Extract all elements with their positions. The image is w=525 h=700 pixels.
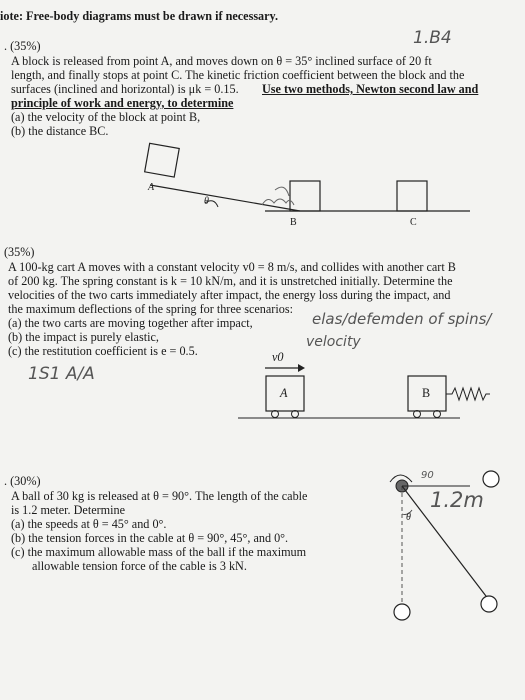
problem1-part-a: (a) the velocity of the block at point B,	[11, 110, 201, 124]
problem2-part-c: (c) the restitution coefficient is e = 0.5.	[8, 344, 198, 358]
problem3-part-c: (c) the maximum allowable mass of the ball if the maximum	[11, 545, 307, 559]
problem1-method-a: Use two methods, Newton second law and	[262, 82, 479, 96]
problem2-line-4: the maximum deflections of the spring for three scenarios:	[8, 302, 293, 316]
problem1-handwritten-number: 1.B4	[413, 28, 452, 48]
problem2-percent: (35%)	[4, 245, 35, 259]
problem3-part-a: (a) the speeds at θ = 45° and 0°.	[11, 517, 167, 531]
problem3-percent: . (30%)	[4, 474, 41, 488]
label-v0: v0	[272, 350, 284, 364]
label-cart-a: A	[280, 386, 288, 400]
problem2-handwritten-note: elas/defemden of spins/	[312, 310, 492, 328]
problem2-part-b: (b) the impact is purely elastic,	[8, 330, 159, 344]
problem1-method-b: principle of work and energy, to determine	[11, 96, 234, 110]
problem2-line-1: A 100-kg cart A moves with a constant velocity v0 = 8 m/s, and collides with another cart B	[8, 260, 456, 274]
problem3-part-b: (b) the tension forces in the cable at θ = 90°, 45°, and 0°.	[11, 531, 289, 545]
ball-start-shape	[483, 471, 499, 487]
problem1-line-3: surfaces (inclined and horizontal) is μk = 0.15.	[11, 82, 239, 96]
problem2-part-a: (a) the two carts are moving together after impact,	[8, 316, 253, 330]
ball-bottom-shape	[394, 604, 410, 620]
problem2-handwritten-mark: 1S1 A/A	[28, 364, 95, 384]
label-point-a: A	[148, 182, 155, 193]
problem2-handwritten-velocity: velocity	[306, 334, 361, 350]
ball-shape	[481, 596, 497, 612]
problem3-handwritten-length: 1.2m	[430, 488, 484, 512]
problem1-part-b: (b) the distance BC.	[11, 124, 109, 138]
label-theta-1: θ	[204, 196, 209, 207]
problem1-line-2: length, and finally stops at point C. The kinetic friction coefficient between the block and the	[11, 68, 465, 82]
problem3-part-c-cont: allowable tension force of the cable is 3 kN.	[32, 559, 247, 573]
label-point-b: B	[290, 217, 297, 228]
problem3-handwritten-angle: 90	[421, 470, 434, 481]
problem1-line-1: A block is released from point A, and moves down on θ = 35° inclined surface of 20 ft	[11, 54, 432, 68]
header-note: iote: Free-body diagrams must be drawn if necessary.	[0, 9, 279, 23]
problem2-line-3: velocities of the two carts immediately after impact, the energy loss during the impact, and	[8, 288, 451, 302]
problem1-percent: . (35%)	[4, 39, 41, 53]
label-point-c: C	[410, 217, 417, 228]
label-theta-3: θ	[406, 512, 411, 523]
problem3-line-2: is 1.2 meter. Determine	[11, 503, 126, 517]
problem3-line-1: A ball of 30 kg is released at θ = 90°. The length of the cable	[11, 489, 308, 503]
problem2-line-2: of 200 kg. The spring constant is k = 10 kN/m, and it is unstretched initially. Determine the	[8, 274, 453, 288]
label-cart-b: B	[422, 386, 431, 400]
